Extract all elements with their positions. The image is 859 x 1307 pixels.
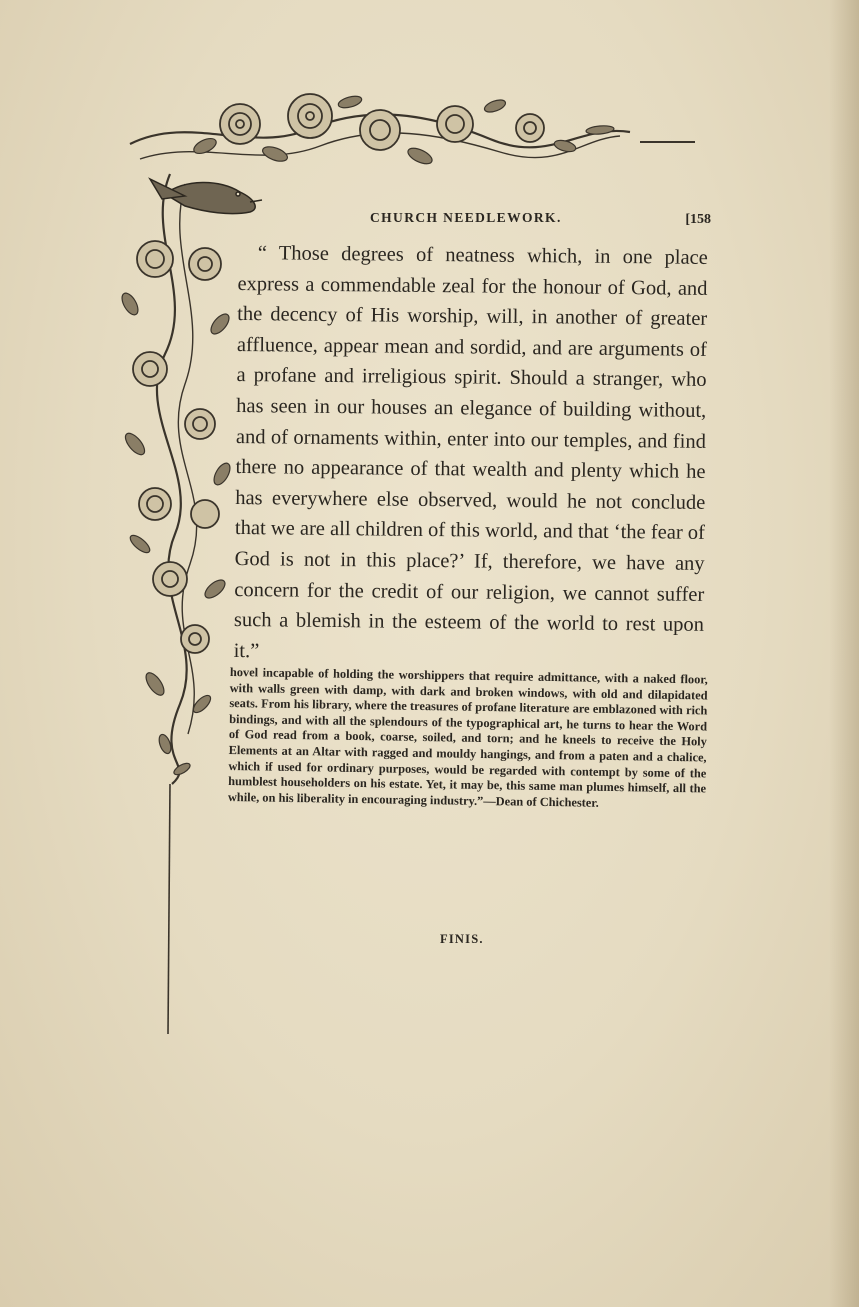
footnote-text: hovel incapable of holding the worshippers that require admittance, with a naked floor, with walls green with damp, with dark and broken windows, with old and dilapidated seats. From his library, where the treasures of profane literature are emblazoned with rich bindings, and with all the splendours of the typographical art, he turns to hear the Word of God read from a book, coarse, soiled, and torn; and he kneels to receive the Holy Elements at an Altar with ragged and mouldy hangings, and from a paten and a chalice, which if used for ordinary purposes, would be regarded with contempt by some of the humblest householders on his estate. Yet, it may be, this same man plumes himself, all the while, on his liberality in encouraging industry.”—Dean of Chichester.	[227, 665, 708, 810]
footnote-block	[228, 665, 708, 813]
page-header	[240, 208, 715, 232]
running-head: CHURCH NEEDLEWORK.	[370, 210, 562, 225]
quotation-block	[234, 238, 708, 671]
page-number: [158	[685, 212, 711, 227]
quotation-text: “ Those degrees of neatness which, in one place express a commendable zeal for the honour of God, and the decency of His worship, will, in another of greater affluence, appear mean and sordid, and are arguments of a profane and irreligious spirit. Should a stranger, who has seen in our houses an elegance of building without, and of ornaments within, enter into our temples, and find there no appearance of that wealth and plenty which he has everywhere else observed, would he not conclude that we are all children of this world, and that ‘the fear of God is not in this place?’ If, therefore, we have any concern for the credit of our religion, we cannot suffer such a blemish in the esteem of the world to rest upon it.”	[233, 242, 708, 662]
closing-word: FINIS.	[440, 932, 484, 946]
page-edge-shadow	[829, 0, 859, 1307]
